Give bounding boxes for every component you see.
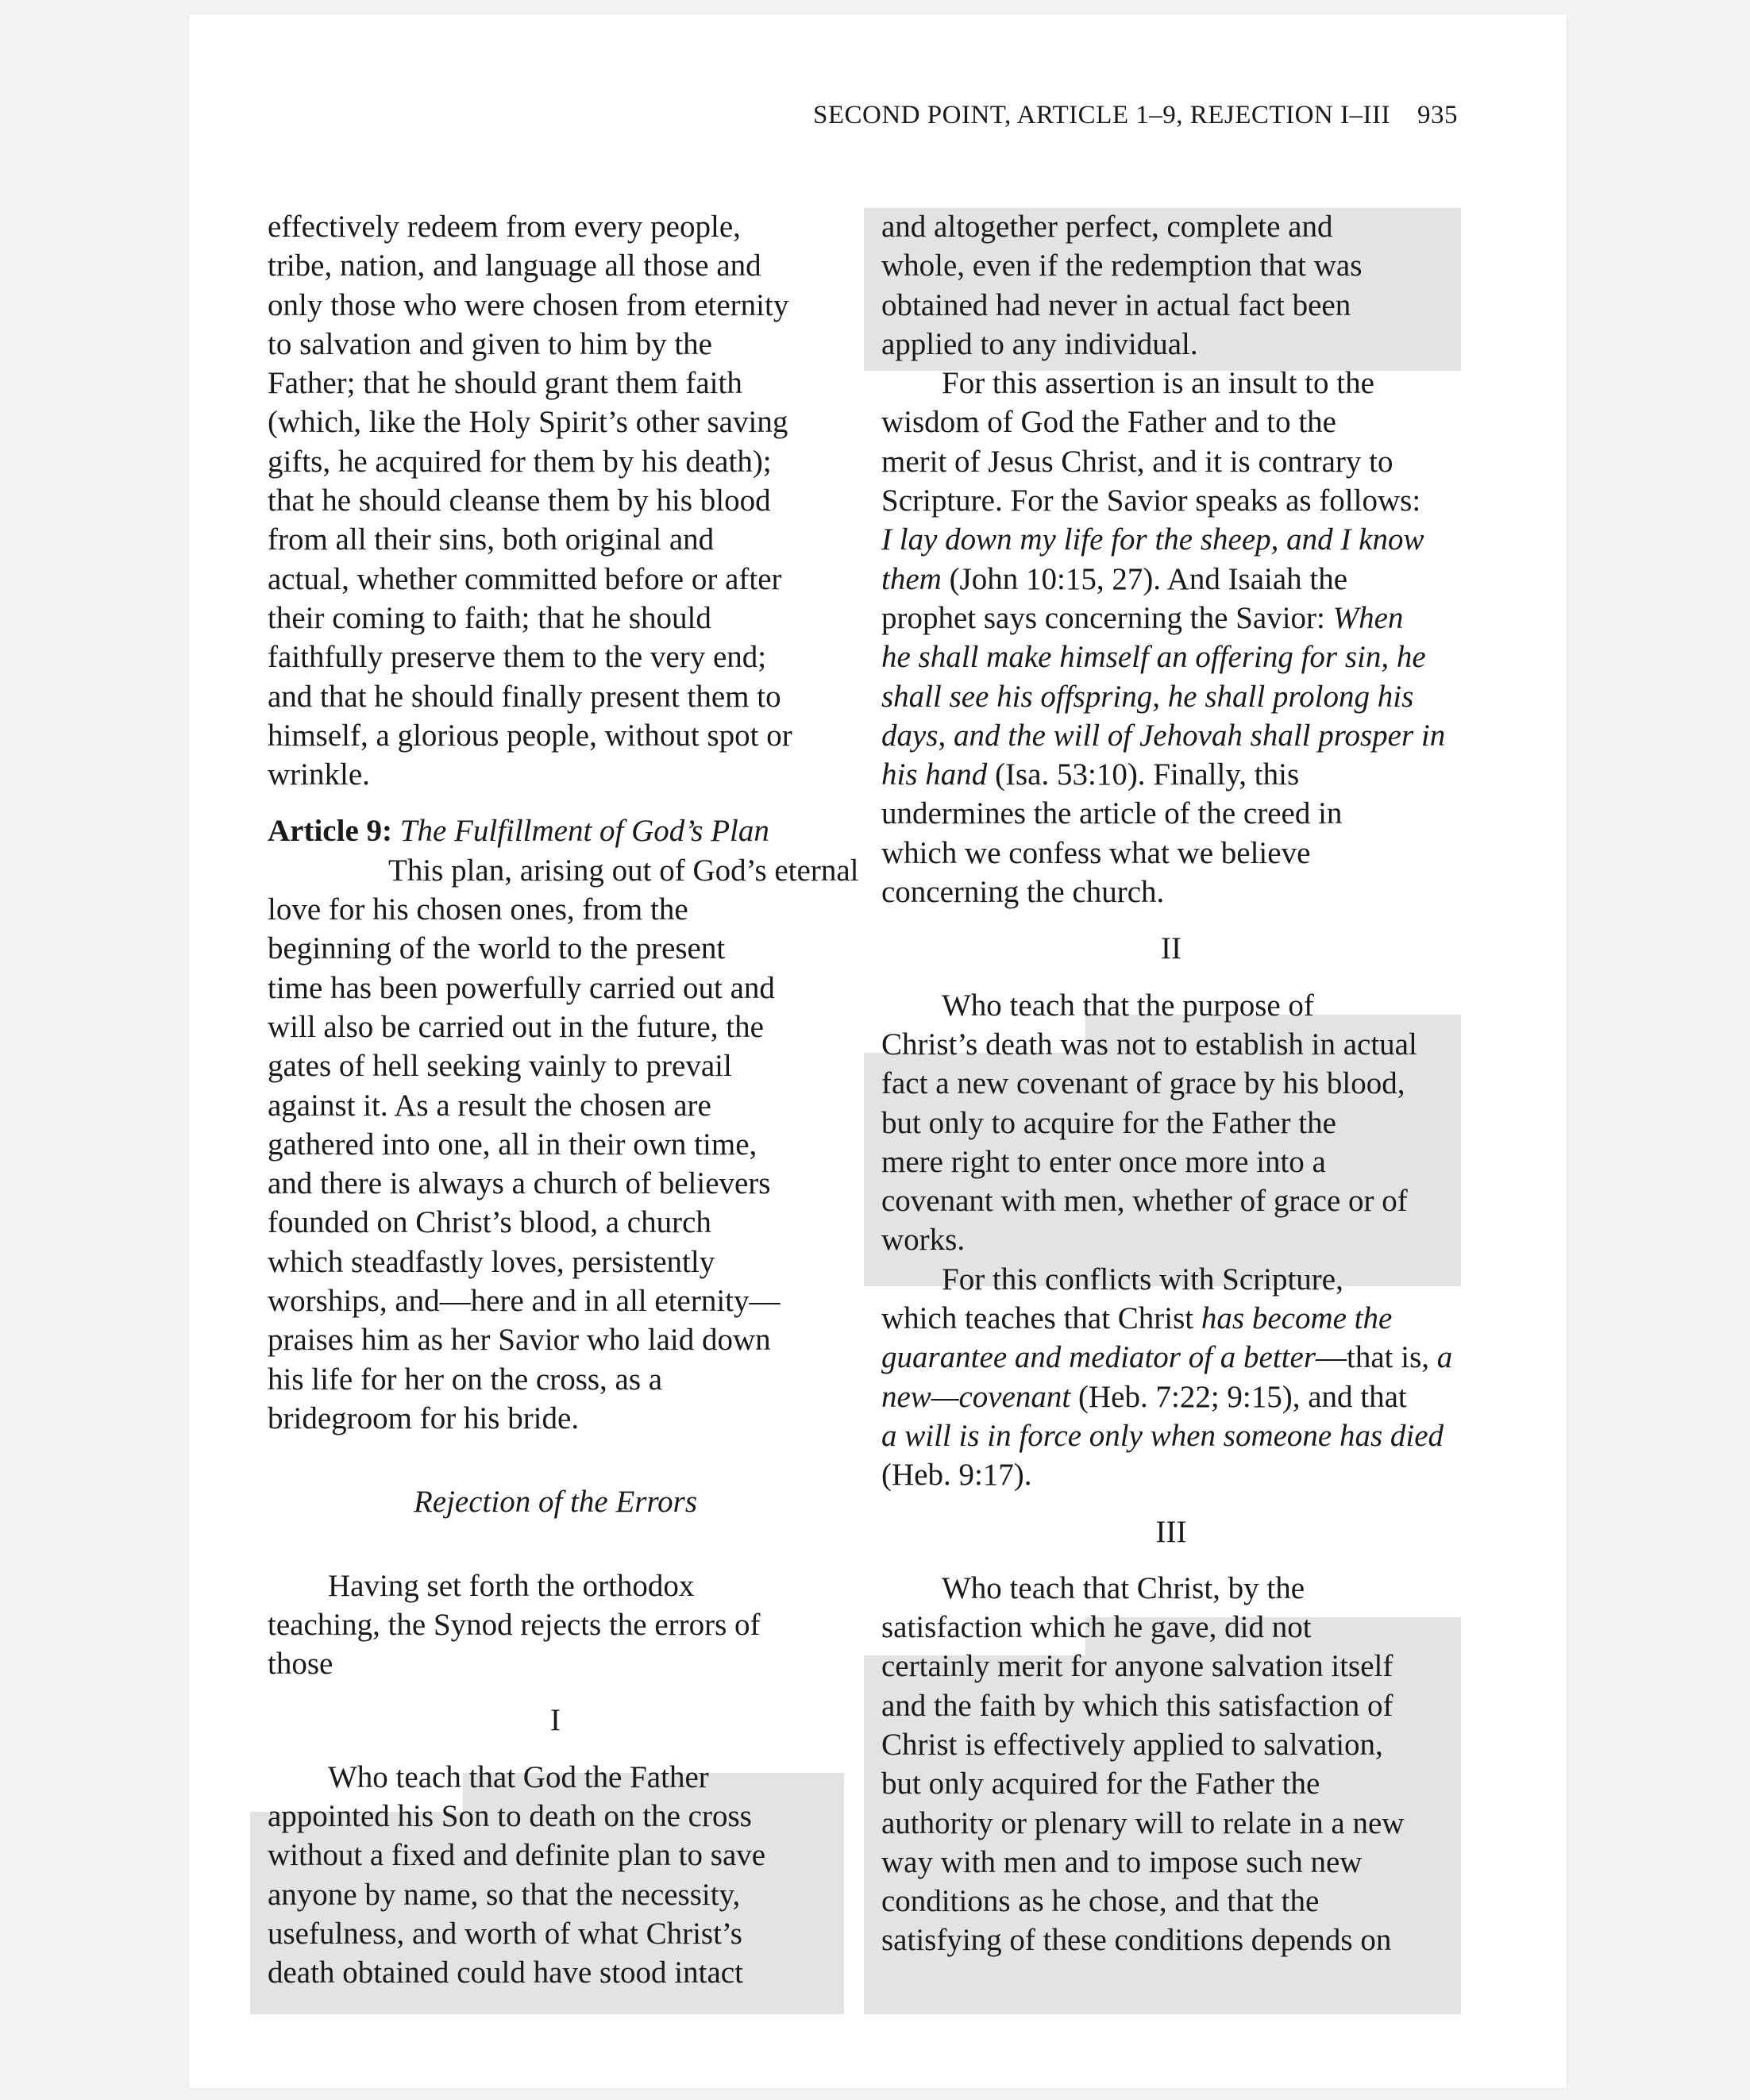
text-line: covenant with men, whether of grace or of [881,1184,1408,1219]
scripture-quote: them [881,561,942,596]
text-line: wisdom of God the Father and to the [881,405,1336,440]
text-line: that he should cleanse them by his blood [268,484,771,518]
text-line: which steadfastly loves, persistently [268,1244,715,1279]
paragraph-error2 [881,986,1461,1260]
scripture-quote: When [1332,600,1404,635]
left-column [268,207,859,1992]
text-line: and the faith by which this satisfaction of [881,1688,1393,1723]
text-line: works. [881,1223,966,1258]
running-head [813,101,1458,130]
paragraph-article9 [268,851,859,1438]
text-line: love for his chosen ones, from the [268,892,688,927]
paragraph-error1 [268,1758,843,1993]
article9-label: Article 9: [268,814,392,849]
text-line: gathered into one, all in their own time, [268,1127,757,1162]
scripture-reference: (John 10:15, 27). And Isaiah the [941,561,1348,596]
paragraph-refutation2 [881,1260,1461,1495]
scripture-reference: (Heb. 9:17). [881,1458,1032,1493]
scripture-quote: I lay down my life for the sheep, and I know [881,522,1424,557]
text-line: against it. As a result the chosen are [268,1088,711,1123]
text-line: authority or plenary will to relate in a new [881,1805,1405,1840]
scripture-quote: shall see his offspring, he shall prolong his [881,679,1414,714]
text-line: appointed his Son to death on the cross [268,1798,752,1833]
text-line: satisfying of these conditions depends on [881,1923,1392,1958]
text-line: bridegroom for his bride. [268,1401,580,1435]
text-line: and there is always a church of believers [268,1166,771,1201]
text-line: wrinkle. [268,757,370,792]
page-number: 935 [1417,101,1458,129]
text-line: For this assertion is an insult to the [942,366,1374,401]
text-line: Who teach that the purpose of [942,988,1314,1023]
text-line: their coming to faith; that he should [268,600,711,635]
text-line: from all their sins, both original and [268,522,715,557]
text-line: which we confess what we believe [881,835,1311,870]
numeral-II: II [1161,931,1181,966]
text-line: gifts, he acquired for them by his death); [268,444,772,479]
text-line: and that he should finally present them to [268,679,781,714]
text-line: tribe, nation, and language all those and [268,249,761,283]
text-line: praises him as her Savior who laid down [268,1323,771,1358]
text-line: actual, whether committed before or after [268,561,782,596]
text-line: will also be carried out in the future, the [268,1009,764,1044]
text-line: mere right to enter once more into a [881,1144,1326,1179]
text-span: which teaches that Christ [881,1301,1201,1336]
text-line: conditions as he chose, and that the [881,1884,1320,1919]
text-line: founded on Christ’s blood, a church [268,1205,711,1240]
text-line: himself, a glorious people, without spot or [268,718,792,753]
text-line: concerning the church. [881,875,1165,910]
numeral-III: III [1155,1514,1187,1549]
scripture-quote: a will is in force only when someone has died [881,1418,1444,1453]
text-line: Scripture. For the Savior speaks as follows: [881,484,1421,518]
paragraph-intro [268,1566,843,1684]
scripture-quote: guarantee and mediator of a better [881,1340,1316,1375]
text-line: This plan, arising out of God’s eternal [388,853,859,888]
paragraph-refutation1 [881,364,1461,911]
text-line: undermines the article of the creed in [881,796,1343,831]
text-line: beginning of the world to the present [268,931,726,966]
text-line: and altogether perfect, complete and [881,210,1333,244]
text-line: merit of Jesus Christ, and it is contrary to [881,444,1393,479]
paragraph-article8-cont [268,207,843,794]
running-title: SECOND POINT, ARTICLE 1–9, REJECTION I–III [813,101,1390,129]
right-column [881,207,1461,1960]
text-line: those [268,1647,333,1682]
scripture-quote: he shall make himself an offering for sin, he [881,640,1426,675]
paragraph-error3 [881,1569,1461,1960]
text-line: death obtained could have stood intact [268,1956,743,1990]
text-line: Christ is effectively applied to salvation, [881,1727,1383,1762]
text-line: usefulness, and worth of what Christ’s [268,1916,742,1951]
text-span: —that is, [1316,1340,1437,1375]
paragraph-error1-cont [881,207,1461,364]
text-line: without a fixed and definite plan to save [268,1838,766,1873]
scripture-quote: days, and the will of Jehovah shall prosper in [881,718,1446,753]
text-span: prophet says concerning the Savior: [881,600,1333,635]
text-line: applied to any individual. [881,326,1198,361]
text-line: way with men and to impose such new [881,1844,1363,1879]
text-line: fact a new covenant of grace by his blood, [881,1066,1405,1101]
numeral-I: I [550,1703,561,1738]
rejection-heading: Rejection of the Errors [413,1485,698,1520]
text-line: to salvation and given to him by the [268,326,712,361]
text-line: time has been powerfully carried out and [268,970,775,1005]
scripture-quote: a [1436,1340,1453,1375]
scripture-quote: has become the [1201,1301,1393,1336]
text-line: certainly merit for anyone salvation itself [881,1649,1393,1684]
text-line: whole, even if the redemption that was [881,249,1363,283]
scripture-reference: (Heb. 7:22; 9:15), and that [1070,1379,1407,1414]
text-line: faithfully preserve them to the very end; [268,640,767,675]
scripture-reference: (Isa. 53:10). Finally, this [987,757,1300,792]
text-line: effectively redeem from every people, [268,210,741,244]
text-line: teaching, the Synod rejects the errors of [268,1607,761,1642]
text-line: Christ’s death was not to establish in actual [881,1027,1417,1062]
text-line: Having set forth the orthodox [328,1568,695,1603]
text-line: Father; that he should grant them faith [268,366,742,401]
text-line: but only to acquire for the Father the [881,1105,1336,1140]
article9-title: The Fulfillment of God’s Plan [399,814,769,849]
text-line: For this conflicts with Scripture, [942,1262,1343,1297]
text-line: Who teach that God the Father [328,1759,709,1794]
scripture-quote: new—covenant [881,1379,1071,1414]
text-line: obtained had never in actual fact been [881,287,1351,322]
scripture-quote: his hand [881,757,988,792]
text-line: his life for her on the cross, as a [268,1362,663,1397]
text-line: gates of hell seeking vainly to prevail [268,1049,732,1084]
text-line: satisfaction which he gave, did not [881,1610,1312,1645]
text-line: Who teach that Christ, by the [942,1570,1305,1605]
text-line: (which, like the Holy Spirit’s other saving [268,405,788,440]
article9-heading [268,811,843,850]
text-line: but only acquired for the Father the [881,1767,1320,1801]
text-line: anyone by name, so that the necessity, [268,1877,741,1912]
text-line: only those who were chosen from eternity [268,287,789,322]
text-line: worships, and—here and in all eternity— [268,1284,781,1319]
